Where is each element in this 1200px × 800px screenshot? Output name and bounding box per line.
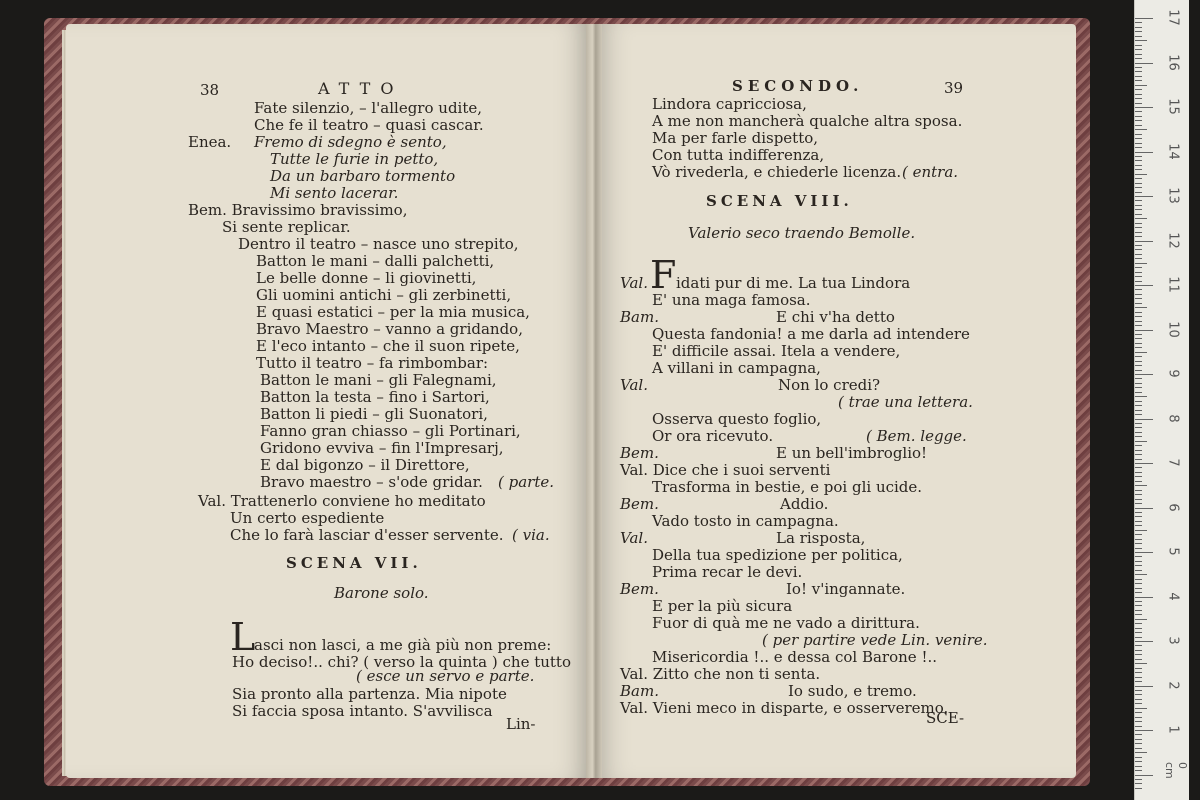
ruler-tick xyxy=(1135,378,1142,379)
ruler-tick xyxy=(1135,107,1153,108)
ruler-tick xyxy=(1135,637,1142,638)
text-line: E un bell'imbroglio! xyxy=(776,444,928,462)
ruler-tick xyxy=(1135,419,1153,420)
text-line: Vò rivederla, e chiederle licenza. xyxy=(652,163,902,181)
right-page-number: 39 xyxy=(944,79,964,97)
ruler-tick xyxy=(1135,365,1142,366)
text-line: asci non lasci, a me già più non preme: xyxy=(254,636,552,654)
ruler-tick xyxy=(1135,734,1142,735)
ruler-tick xyxy=(1135,623,1142,624)
text-line: Addio. xyxy=(780,495,829,513)
ruler-tick xyxy=(1135,392,1142,393)
text-line: Osserva questo foglio, xyxy=(652,410,822,428)
ruler-tick xyxy=(1135,214,1142,215)
ruler-tick xyxy=(1135,548,1142,549)
text-line: Val. Dice che i suoi serventi xyxy=(620,461,831,479)
ruler-tick xyxy=(1135,472,1142,473)
ruler-tick xyxy=(1135,699,1142,700)
ruler-tick xyxy=(1135,396,1147,397)
speaker-label: Bam. xyxy=(620,308,659,326)
ruler-tick xyxy=(1135,401,1142,402)
text-line: Batton le mani – gli Falegnami, xyxy=(260,371,497,389)
text-line: Tutto il teatro – fa rimbombar: xyxy=(256,354,489,372)
text-line: E dal bigonzo – il Direttore, xyxy=(260,456,470,474)
ruler-tick xyxy=(1135,223,1142,224)
ruler-tick xyxy=(1135,196,1153,197)
ruler-tick xyxy=(1135,334,1142,335)
ruler-tick xyxy=(1135,761,1142,762)
ruler-tick xyxy=(1135,254,1142,255)
text-line: Bem. Bravissimo bravissimo, xyxy=(188,201,408,219)
ruler-tick xyxy=(1135,405,1142,406)
left-running-head: ATTO xyxy=(318,79,404,98)
text-line: Fanno gran chiasso – gli Portinari, xyxy=(260,422,521,440)
text-line: Prima recar le devi. xyxy=(652,563,803,581)
ruler-tick xyxy=(1135,539,1142,540)
ruler-number: 15 xyxy=(1165,98,1181,115)
left-page-number: 38 xyxy=(200,81,220,99)
ruler-number: 6 xyxy=(1165,502,1181,512)
text-line: Batton li piedi – gli Suonatori, xyxy=(260,405,488,423)
ruler-tick xyxy=(1135,218,1147,219)
ruler-number: 13 xyxy=(1165,187,1181,204)
ruler-tick xyxy=(1135,125,1142,126)
ruler-tick xyxy=(1135,356,1142,357)
ruler-tick xyxy=(1135,641,1153,642)
text-line: Le belle donne – li giovinetti, xyxy=(256,269,477,287)
ruler-number: 17 xyxy=(1165,9,1181,26)
ruler-tick xyxy=(1135,730,1153,731)
ruler-tick xyxy=(1135,285,1153,286)
ruler-tick xyxy=(1135,677,1142,678)
ruler-tick xyxy=(1135,708,1147,709)
ruler-tick xyxy=(1135,632,1142,633)
ruler-tick xyxy=(1135,312,1142,313)
ruler-tick xyxy=(1135,129,1147,130)
ruler-tick xyxy=(1135,717,1142,718)
ruler-tick xyxy=(1135,249,1142,250)
speaker-label: Bam. xyxy=(620,682,659,700)
ruler-tick xyxy=(1135,499,1142,500)
ruler-tick xyxy=(1135,481,1142,482)
ruler-tick xyxy=(1135,543,1142,544)
ruler-tick xyxy=(1135,89,1142,90)
ruler-tick xyxy=(1135,267,1142,268)
ruler-tick xyxy=(1135,423,1142,424)
ruler-tick xyxy=(1135,748,1142,749)
ruler-tick xyxy=(1135,525,1142,526)
ruler-tick xyxy=(1135,476,1142,477)
text-line: Tutte le furie in petto, xyxy=(270,150,439,168)
ruler-tick xyxy=(1135,628,1142,629)
ruler-tick xyxy=(1135,775,1153,776)
ruler-tick xyxy=(1135,645,1142,646)
text-line: Lindora capricciosa, xyxy=(652,95,807,113)
ruler-tick xyxy=(1135,160,1142,161)
ruler-tick xyxy=(1135,85,1147,86)
ruler-tick xyxy=(1135,272,1142,273)
book-gutter xyxy=(586,24,602,778)
ruler-tick xyxy=(1135,752,1147,753)
text-line: Si faccia sposa intanto. S'avvilisca xyxy=(232,702,493,720)
ruler-tick xyxy=(1135,712,1142,713)
ruler-tick xyxy=(1135,410,1142,411)
ruler-tick xyxy=(1135,445,1142,446)
ruler-tick xyxy=(1135,521,1142,522)
ruler-tick xyxy=(1135,503,1142,504)
ruler-tick xyxy=(1135,18,1153,19)
ruler-tick xyxy=(1135,668,1142,669)
ruler-tick xyxy=(1135,49,1142,50)
scene-subtitle: Barone solo. xyxy=(334,584,429,602)
text-line: Un certo espediente xyxy=(230,509,385,527)
ruler-tick xyxy=(1135,561,1142,562)
ruler-tick xyxy=(1135,361,1142,362)
ruler-tick xyxy=(1135,530,1147,531)
ruler-tick xyxy=(1135,690,1142,691)
ruler-tick xyxy=(1135,726,1142,727)
stage-direction: ( per partire vede Lin. venire. xyxy=(762,631,988,649)
stage-direction: ( esce un servo e parte. xyxy=(356,667,535,685)
text-line: Val. Trattenerlo conviene ho meditato xyxy=(198,492,486,510)
speaker-label: Bem. xyxy=(620,495,659,513)
ruler-tick xyxy=(1135,98,1142,99)
ruler-number: 1 xyxy=(1165,725,1181,734)
text-line: Batton le mani – dalli palchetti, xyxy=(256,252,495,270)
ruler-tick xyxy=(1135,703,1142,704)
ruler-tick xyxy=(1135,467,1142,468)
ruler-tick xyxy=(1135,597,1153,598)
ruler-tick xyxy=(1135,463,1153,464)
ruler-tick xyxy=(1135,441,1147,442)
text-line: Da un barbaro tormento xyxy=(270,167,456,185)
text-line: Bravo maestro – s'ode gridar. xyxy=(260,473,483,491)
text-line: Io sudo, e tremo. xyxy=(788,682,917,700)
ruler-tick xyxy=(1135,67,1142,68)
ruler-tick xyxy=(1135,294,1142,295)
text-line: Della tua spedizione per politica, xyxy=(652,546,903,564)
text-line: Or ora ricevuto. xyxy=(652,427,774,445)
ruler-tick xyxy=(1135,343,1142,344)
ruler-tick xyxy=(1135,579,1142,580)
ruler-tick xyxy=(1135,534,1142,535)
text-line: Che lo farà lasciar d'esser servente. xyxy=(230,526,504,544)
ruler-tick xyxy=(1135,236,1142,237)
text-line: Mi sento lacerar. xyxy=(270,184,399,202)
text-line: Io! v'ingannate. xyxy=(786,580,906,598)
ruler-tick xyxy=(1135,169,1142,170)
ruler-tick xyxy=(1135,681,1142,682)
ruler-tick xyxy=(1135,436,1142,437)
ruler-tick xyxy=(1135,36,1142,37)
ruler-tick xyxy=(1135,54,1142,55)
text-line: Misericordia !.. e dessa col Barone !.. xyxy=(652,648,938,666)
ruler-tick xyxy=(1135,552,1153,553)
text-line: idati pur di me. La tua Lindora xyxy=(676,274,911,292)
ruler-tick xyxy=(1135,432,1142,433)
text-line: Fremo di sdegno è sento, xyxy=(254,133,447,151)
scene-heading: SCENA VII. xyxy=(286,554,422,572)
text-line: Vado tosto in campagna. xyxy=(652,512,839,530)
ruler-tick xyxy=(1135,338,1142,339)
ruler-number: 12 xyxy=(1165,231,1181,249)
ruler-number: 10 xyxy=(1165,320,1181,338)
ruler-tick xyxy=(1135,76,1142,77)
ruler-tick xyxy=(1135,303,1142,304)
text-line: La risposta, xyxy=(776,529,866,547)
ruler-number: 2 xyxy=(1165,680,1181,690)
stage-direction: ( via. xyxy=(512,526,550,544)
catchword: Lin- xyxy=(506,715,536,733)
text-line: A me non mancherà qualche altra sposa. xyxy=(652,112,963,130)
speaker-label: Val. xyxy=(620,274,648,292)
ruler-tick xyxy=(1135,178,1142,179)
text-line: Ho deciso!.. chi? ( verso la quinta ) che tutto xyxy=(232,653,571,671)
scene-subtitle: Valerio seco traendo Bemolle. xyxy=(688,224,916,242)
ruler-tick xyxy=(1135,307,1147,308)
ruler-tick xyxy=(1135,200,1142,201)
ruler-tick xyxy=(1135,694,1142,695)
ruler-tick xyxy=(1135,276,1142,277)
ruler-tick xyxy=(1135,454,1142,455)
stage-direction: ( parte. xyxy=(498,473,555,491)
text-line: E' una maga famosa. xyxy=(652,291,811,309)
catchword: SCE- xyxy=(926,709,965,727)
ruler-tick xyxy=(1135,686,1153,687)
text-line: Gli uomini antichi – gli zerbinetti, xyxy=(256,286,512,304)
text-line: E' difficile assai. Itela a vendere, xyxy=(652,342,901,360)
ruler-number: 4 xyxy=(1165,591,1181,601)
text-line: E l'eco intanto – che il suon ripete, xyxy=(256,337,520,355)
ruler-number: 14 xyxy=(1165,142,1181,160)
text-line: Val. Vieni meco in disparte, e osserveremo. xyxy=(620,699,949,717)
ruler-tick xyxy=(1135,134,1142,135)
ruler-number: 7 xyxy=(1165,458,1181,467)
text-line: Val. Zitto che non ti senta. xyxy=(620,665,821,683)
ruler-tick xyxy=(1135,58,1142,59)
text-line: E chi v'ha detto xyxy=(776,308,895,326)
ruler-tick xyxy=(1135,227,1142,228)
ruler-tick xyxy=(1135,116,1142,117)
ruler-tick xyxy=(1135,316,1142,317)
ruler-tick xyxy=(1135,147,1142,148)
speaker-label: Enea. xyxy=(188,133,232,151)
text-line: Gridono evviva – fin l'Impresarj, xyxy=(260,439,504,457)
ruler-tick xyxy=(1135,138,1142,139)
ruler-tick xyxy=(1135,387,1142,388)
text-line: Che fe il teatro – quasi cascar. xyxy=(254,116,484,134)
ruler-tick xyxy=(1135,610,1142,611)
speaker-label: Bem. xyxy=(620,580,659,598)
ruler-tick xyxy=(1135,232,1142,233)
ruler-tick xyxy=(1135,31,1142,32)
ruler-tick xyxy=(1135,783,1142,784)
ruler-tick xyxy=(1135,174,1147,175)
ruler-tick xyxy=(1135,659,1142,660)
ruler-tick xyxy=(1135,152,1153,153)
ruler-number: 9 xyxy=(1165,369,1181,378)
text-line: Dentro il teatro – nasce uno strepito, xyxy=(238,235,519,253)
ruler-tick xyxy=(1135,321,1142,322)
ruler-tick xyxy=(1135,289,1142,290)
ruler-tick xyxy=(1135,601,1142,602)
ruler-tick xyxy=(1135,494,1142,495)
speaker-label: Val. xyxy=(620,529,648,547)
ruler-tick xyxy=(1135,80,1142,81)
text-line: Bravo Maestro – vanno a gridando, xyxy=(256,320,523,338)
ruler-tick xyxy=(1135,512,1142,513)
text-line: Trasforma in bestie, e poi gli ucide. xyxy=(652,478,923,496)
ruler-tick xyxy=(1135,516,1142,517)
ruler-tick xyxy=(1135,450,1142,451)
ruler-tick xyxy=(1135,103,1142,104)
ruler-tick xyxy=(1135,592,1142,593)
ruler-tick xyxy=(1135,183,1142,184)
ruler-tick xyxy=(1135,743,1142,744)
ruler-tick xyxy=(1135,63,1153,64)
text-line: Batton la testa – fino i Sartori, xyxy=(260,388,490,406)
ruler-tick xyxy=(1135,766,1142,767)
ruler-tick xyxy=(1135,565,1142,566)
speaker-label: Val. xyxy=(620,376,648,394)
ruler-tick xyxy=(1135,258,1142,259)
ruler-tick xyxy=(1135,508,1153,509)
drop-cap: F xyxy=(650,253,677,297)
right-running-head: SECONDO. xyxy=(732,77,864,95)
ruler-tick xyxy=(1135,71,1142,72)
text-line: Questa fandonia! a me darla ad intendere xyxy=(652,325,970,343)
ruler-tick xyxy=(1135,245,1142,246)
ruler-number: 11 xyxy=(1165,276,1181,293)
text-line: E per la più sicura xyxy=(652,597,793,615)
ruler-tick xyxy=(1135,650,1142,651)
ruler-tick xyxy=(1135,205,1142,206)
ruler-number: 5 xyxy=(1165,547,1181,556)
ruler-tick xyxy=(1135,156,1142,157)
stage-direction: ( trae una lettera. xyxy=(838,393,973,411)
ruler-tick xyxy=(1135,187,1142,188)
ruler-tick xyxy=(1135,588,1142,589)
ruler-tick xyxy=(1135,427,1142,428)
scene-heading: SCENA VIII. xyxy=(706,192,853,210)
ruler-tick xyxy=(1135,605,1142,606)
ruler-tick xyxy=(1135,325,1142,326)
ruler-tick xyxy=(1135,330,1153,331)
ruler-tick xyxy=(1135,165,1142,166)
stage-direction: ( Bem. legge. xyxy=(866,427,967,445)
ruler-tick xyxy=(1135,352,1147,353)
text-line: Ma per farle dispetto, xyxy=(652,129,819,147)
speaker-label: Bem. xyxy=(620,444,659,462)
ruler-tick xyxy=(1135,556,1142,557)
ruler-tick xyxy=(1135,490,1142,491)
ruler-tick xyxy=(1135,281,1142,282)
measuring-ruler xyxy=(1134,0,1189,800)
ruler-tick xyxy=(1135,111,1142,112)
text-line: Non lo credi? xyxy=(778,376,881,394)
ruler-tick xyxy=(1135,619,1147,620)
ruler-tick xyxy=(1135,263,1147,264)
ruler-tick xyxy=(1135,374,1153,375)
text-line: Si sente replicar. xyxy=(222,218,351,236)
ruler-tick xyxy=(1135,574,1147,575)
text-line: E quasi estatici – per la mia musica, xyxy=(256,303,530,321)
ruler-tick xyxy=(1135,654,1142,655)
text-line: Fuor di quà me ne vado a dirittura. xyxy=(652,614,920,632)
ruler-tick xyxy=(1135,298,1142,299)
ruler-tick xyxy=(1135,143,1142,144)
ruler-tick xyxy=(1135,370,1142,371)
ruler-tick xyxy=(1135,414,1142,415)
text-line: Fate silenzio, – l'allegro udite, xyxy=(254,99,483,117)
ruler-tick xyxy=(1135,788,1142,789)
ruler-tick xyxy=(1135,570,1142,571)
ruler-tick xyxy=(1135,209,1142,210)
ruler-tick xyxy=(1135,383,1142,384)
ruler-number: 16 xyxy=(1165,53,1181,71)
ruler-tick xyxy=(1135,192,1142,193)
ruler-tick xyxy=(1135,120,1142,121)
drop-cap: L xyxy=(230,615,256,659)
text-line: Sia pronto alla partenza. Mia nipote xyxy=(232,685,507,703)
ruler-tick xyxy=(1135,94,1142,95)
ruler-tick xyxy=(1135,721,1142,722)
ruler-tick xyxy=(1135,45,1142,46)
text-line: A villani in campagna, xyxy=(652,359,821,377)
ruler-tick xyxy=(1135,757,1142,758)
ruler-tick xyxy=(1135,739,1142,740)
ruler-tick xyxy=(1135,241,1153,242)
ruler-tick xyxy=(1135,663,1147,664)
ruler-unit: 0 cm xyxy=(1163,762,1189,779)
ruler-number: 3 xyxy=(1165,636,1181,645)
ruler-tick xyxy=(1135,672,1142,673)
ruler-tick xyxy=(1135,779,1142,780)
ruler-tick xyxy=(1135,27,1142,28)
ruler-tick xyxy=(1135,485,1147,486)
stage-direction: ( entra. xyxy=(902,163,959,181)
ruler-tick xyxy=(1135,614,1142,615)
ruler-tick xyxy=(1135,40,1147,41)
text-line: Con tutta indifferenza, xyxy=(652,146,825,164)
ruler-tick xyxy=(1135,22,1142,23)
ruler-number: 8 xyxy=(1165,413,1181,423)
ruler-tick xyxy=(1135,459,1142,460)
ruler-tick xyxy=(1135,583,1142,584)
ruler-tick xyxy=(1135,770,1142,771)
ruler-tick xyxy=(1135,347,1142,348)
